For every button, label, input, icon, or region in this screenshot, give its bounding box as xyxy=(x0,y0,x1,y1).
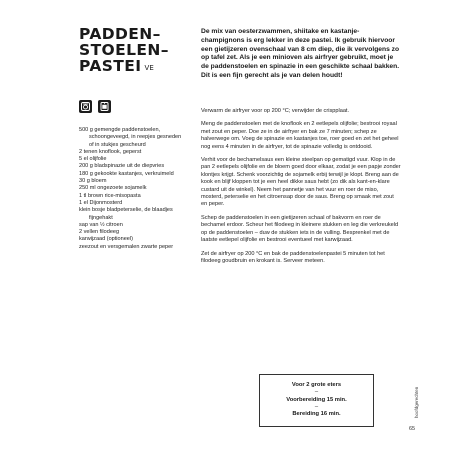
method-steps xyxy=(201,108,401,271)
title-line-1: PADDEN– xyxy=(79,25,161,43)
servings: Voor 2 grote eters xyxy=(291,382,342,388)
ingredient-item: 180 g gekookte kastanjes, verkruimeld xyxy=(79,170,174,177)
recipe-intro: De mix van oesterzwammen, shiitake en kastanje-champignons is erg lekker in deze pastei. Ik gebruik hiervoor een gietijzeren ovenschaal van 8 cm diep, die ik vervolgens zo op tafel zet. Als je een minioven als airfryer gebruikt, moet je de paddenstoelen en spinazie in een geschikte schaal bakken. Dit is een fijn gerecht als je van delen houdt! xyxy=(201,28,400,79)
method-step: Verwarm de airfryer voor op 200 °C; verwijder de crispplaat. xyxy=(201,108,350,114)
separator: – xyxy=(314,389,319,396)
serving-info-box xyxy=(259,374,374,427)
ingredient-item: schoongeveegd, in reepjes gesneden xyxy=(89,134,182,141)
ingredient-item: 250 ml ongezoete sojamelk xyxy=(79,185,147,192)
ingredient-item: karwijzaad (optioneel) xyxy=(79,236,133,243)
method-step: Schep de paddenstoelen in een gietijzeren schaal of bakvorm en roer de bechamel erdoor. Scheur het filodeeg in kleinere stukken en leg die verkreukeld op de paddenstoelen – duw de stukken iets in de vulling. Besprenkel met de laatste eetlepel olijfolie en bestrooi eventueel met karwijzaad. xyxy=(201,214,399,244)
ingredient-item: 2 tenen knoflook, geperst xyxy=(79,148,142,155)
ingredient-item: 30 g bloem xyxy=(79,178,107,185)
ingredient-item: 200 g bladspinazie uit de diepvries xyxy=(79,163,165,170)
appliance-icons xyxy=(79,100,111,113)
separator: – xyxy=(314,403,319,410)
ingredient-item: 1 el Dijonmosterd xyxy=(79,199,123,206)
ingredient-item: zeezout en versgemalen zwarte peper xyxy=(79,243,174,250)
oven-icon xyxy=(79,100,92,113)
ingredient-list xyxy=(79,127,197,251)
ingredient-item: 5 el olijfolie xyxy=(79,156,107,163)
ingredient-item: fijngehakt xyxy=(89,214,113,221)
title-line-2: STOELEN– xyxy=(79,41,169,59)
section-label: hoofdgerechten xyxy=(414,386,419,418)
method-step: Verhit voor de bechamelsaus een kleine steelpan op gematigd vuur. Klop in de pan 2 eetlepels olijfolie en de bloem goed door elkaar, zodat je een papje zonder klontjes krijgt. Schenk voorzichtig de sojamelk erbij terwijl je klopt. Breng aan de kook en blijf kloppen tot je een heel dikke saus hebt (zo dik als kant-en-klare custard uit de winkel). Neem het pannetje van het vuur en roer de miso, mosterd, peterselie en het citroensap door de saus. Breng op smaak met zout en peper. xyxy=(201,157,401,208)
ingredient-item: 500 g gemengde paddenstoelen, xyxy=(79,127,161,133)
recipe-title xyxy=(79,26,199,76)
cook-time: Bereiding 16 min. xyxy=(292,411,341,418)
ingredient-item: klein bosje bladpeterselie, de blaadjes xyxy=(79,207,173,214)
ingredient-item: of in stukjes gescheurd xyxy=(89,141,146,148)
ingredient-item: 2 vellen filodeeg xyxy=(79,229,120,236)
method-step: Meng de paddenstoelen met de knoflook en 2 eetlepels olijfolie; bestrooi royaal met zout en peper. Doe ze in de airfryer en bak ze 7 minuten; schep ze halverwege om. Voeg de spinazie en kastanjes toe, roer goed en zet het geheel nog eens 4 minuten in de airfryer, tot de spinazie volledig is ontdooid. xyxy=(201,121,399,150)
airfryer-icon xyxy=(98,100,111,113)
ingredient-item: 1 tl brown rice-misopasta xyxy=(79,192,141,199)
page-number: 65 xyxy=(409,426,416,432)
title-line-3: PASTEI VE xyxy=(79,57,155,75)
method-step: Zet de airfryer op 200 °C en bak de paddenstoelenpastei 5 minuten tot het filodeeg goudbruin en krokant is. Serveer meteen. xyxy=(201,250,385,264)
ingredient-item: sap van ½ citroen xyxy=(79,221,123,228)
vegan-tag: VE xyxy=(144,64,155,72)
prep-time: Voorbereiding 15 min. xyxy=(286,396,347,403)
